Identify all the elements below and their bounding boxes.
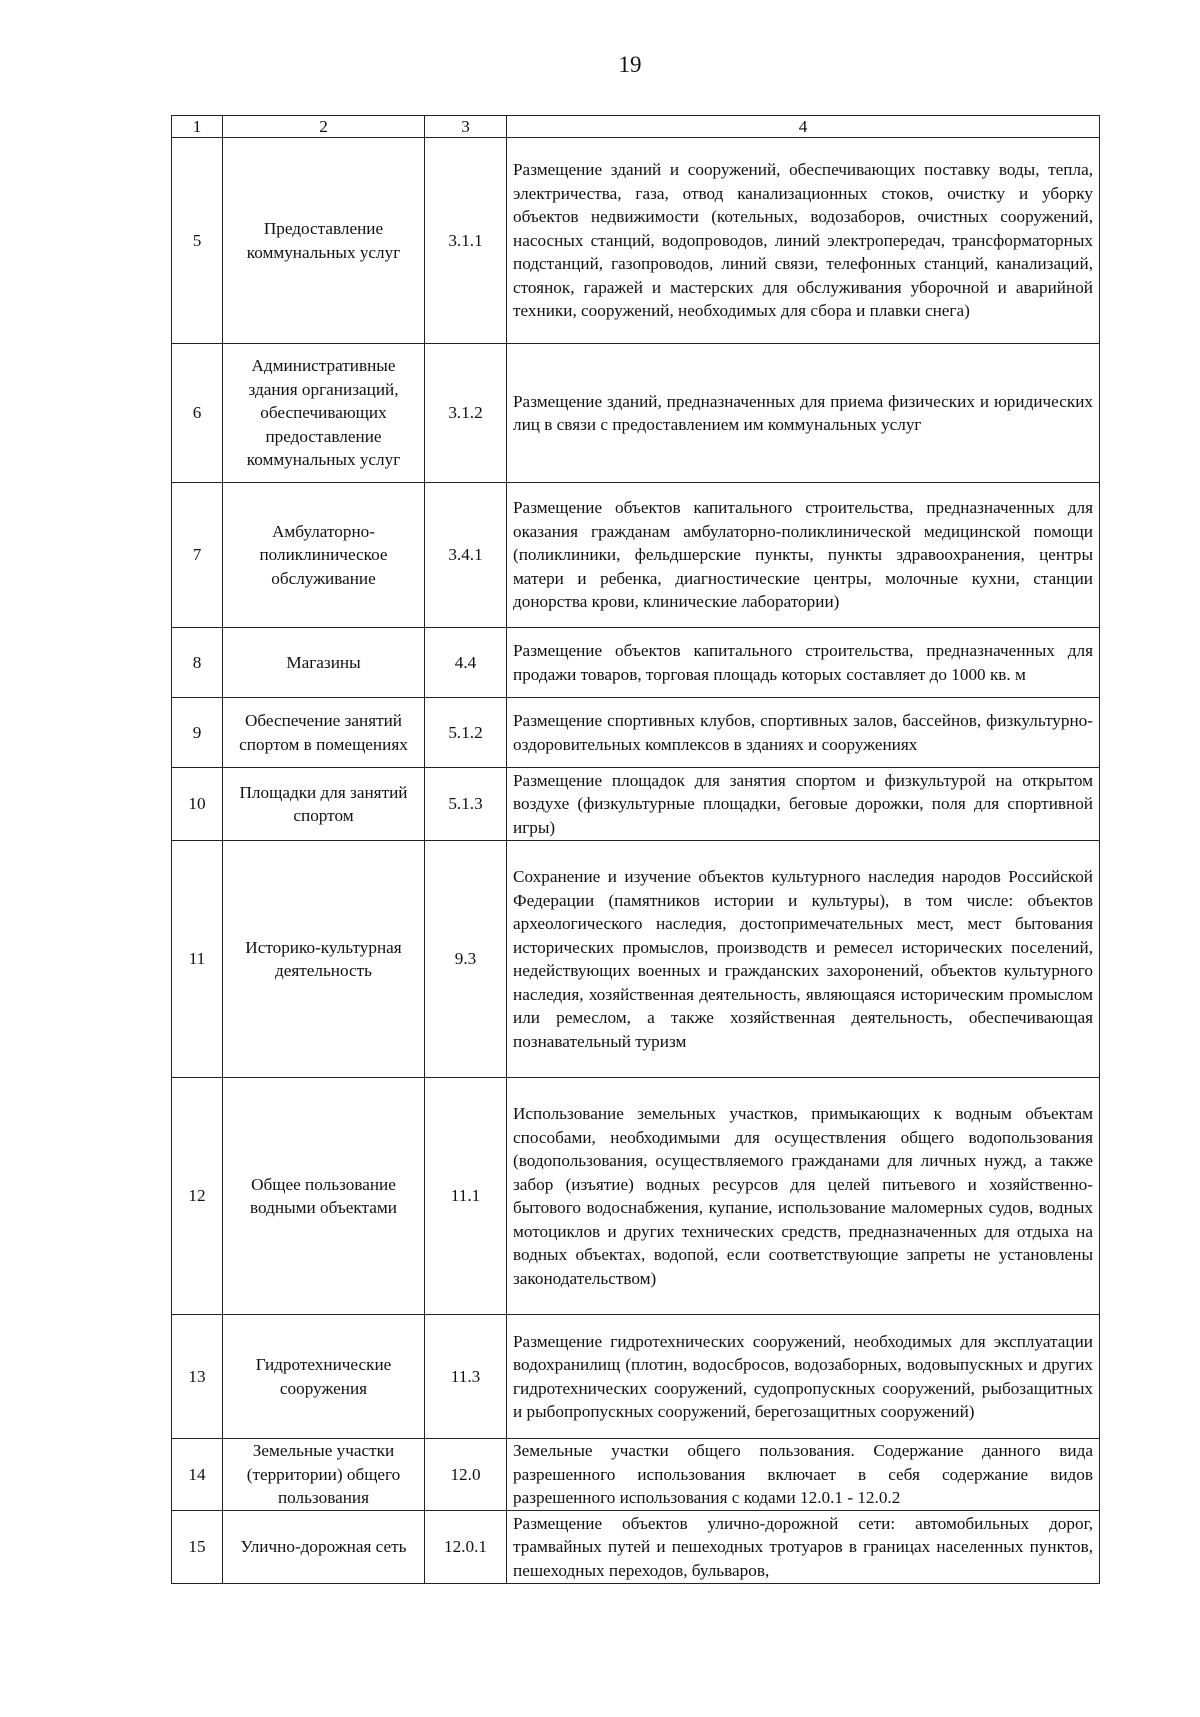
use-type-code: 11.1 — [425, 1078, 507, 1315]
use-type-name: Историко-культурная деятельность — [223, 841, 425, 1078]
row-number: 10 — [172, 768, 223, 841]
use-type-code: 12.0 — [425, 1439, 507, 1511]
table-row — [172, 344, 1100, 483]
row-number: 6 — [172, 344, 223, 483]
use-type-code: 12.0.1 — [425, 1511, 507, 1584]
use-type-description: Размещение гидротехнических сооружений, необходимых для эксплуатации водохранилищ (плотин, водосбросов, водозаборных, водовыпускных и других гидротехнических сооружений, судопропускных сооружений, рыбозащитных и рыбопропускных сооружений, берегозащитных сооружений) — [507, 1315, 1100, 1439]
table-row — [172, 1511, 1100, 1584]
use-type-name: Общее пользование водными объектами — [223, 1078, 425, 1315]
use-type-name: Земельные участки (территории) общего пользования — [223, 1439, 425, 1511]
table-header-row — [172, 116, 1100, 138]
use-type-name: Административные здания организаций, обеспечивающих предоставление коммунальных услуг — [223, 344, 425, 483]
use-type-name: Гидротехнические сооружения — [223, 1315, 425, 1439]
header-col-2: 2 — [223, 116, 425, 138]
table-row — [172, 698, 1100, 768]
use-type-description: Размещение зданий, предназначенных для приема физических и юридических лиц в связи с предоставлением им коммунальных услуг — [507, 344, 1100, 483]
table-row — [172, 138, 1100, 344]
use-type-name: Обеспечение занятий спортом в помещениях — [223, 698, 425, 768]
use-type-code: 3.1.1 — [425, 138, 507, 344]
use-type-code: 5.1.2 — [425, 698, 507, 768]
use-type-description: Размещение объектов капитального строительства, предназначенных для продажи товаров, торговая площадь которых составляет до 1000 кв. м — [507, 628, 1100, 698]
table-row — [172, 841, 1100, 1078]
use-type-name: Магазины — [223, 628, 425, 698]
header-col-1: 1 — [172, 116, 223, 138]
table-row — [172, 483, 1100, 628]
use-type-description: Размещение зданий и сооружений, обеспечивающих поставку воды, тепла, электричества, газа, отвод канализационных стоков, очистку и уборку объектов недвижимости (котельных, водозаборов, очистных сооружений, насосных станций, водопроводов, линий электропередач, трансформаторных подстанций, газопроводов, линий связи, телефонных станций, канализаций, стоянок, гаражей и мастерских для обслуживания уборочной и аварийной техники, сооружений, необходимых для сбора и плавки снега) — [507, 138, 1100, 344]
page-number: 19 — [618, 52, 642, 77]
use-type-description: Размещение спортивных клубов, спортивных залов, бассейнов, физкультурно-оздоровительных комплексов в зданиях и сооружениях — [507, 698, 1100, 768]
row-number: 5 — [172, 138, 223, 344]
use-type-description: Использование земельных участков, примыкающих к водным объектам способами, необходимыми для осуществления общего водопользования (водопользования, осуществляемого гражданами для личных нужд, а также забор (изъятие) водных ресурсов для целей питьевого и хозяйственно-бытового водоснабжения, купание, использование маломерных судов, водных мотоциклов и других технических средств, предназначенных для отдыха на водных объектах, водопой, если соответствующие запреты не установлены законодательством) — [507, 1078, 1100, 1315]
table-row — [172, 1315, 1100, 1439]
use-type-description: Земельные участки общего пользования. Содержание данного вида разрешенного использования включает в себя содержание видов разрешенного использования с кодами 12.0.1 - 12.0.2 — [507, 1439, 1100, 1511]
use-type-code: 9.3 — [425, 841, 507, 1078]
row-number: 12 — [172, 1078, 223, 1315]
row-number: 7 — [172, 483, 223, 628]
use-type-code: 3.1.2 — [425, 344, 507, 483]
table-row — [172, 768, 1100, 841]
use-type-code: 5.1.3 — [425, 768, 507, 841]
row-number: 9 — [172, 698, 223, 768]
use-type-name: Амбулаторно-поликлиническое обслуживание — [223, 483, 425, 628]
header-col-4: 4 — [507, 116, 1100, 138]
use-type-name: Предоставление коммунальных услуг — [223, 138, 425, 344]
use-type-code: 3.4.1 — [425, 483, 507, 628]
use-type-code: 4.4 — [425, 628, 507, 698]
table-row — [172, 1439, 1100, 1511]
row-number: 14 — [172, 1439, 223, 1511]
use-type-description: Размещение площадок для занятия спортом и физкультурой на открытом воздухе (физкультурные площадки, беговые дорожки, поля для спортивной игры) — [507, 768, 1100, 841]
header-col-3: 3 — [425, 116, 507, 138]
use-type-description: Сохранение и изучение объектов культурного наследия народов Российской Федерации (памятников истории и культуры), в том числе: объектов археологического наследия, достопримечательных мест, мест бытования исторических промыслов, производств и ремесел исторических поселений, недействующих военных и гражданских захоронений, объектов культурного наследия, хозяйственная деятельность, являющаяся историческим промыслом или ремеслом, а также хозяйственная деятельность, обеспечивающая познавательный туризм — [507, 841, 1100, 1078]
land-use-table — [171, 115, 1100, 1584]
row-number: 15 — [172, 1511, 223, 1584]
use-type-description: Размещение объектов капитального строительства, предназначенных для оказания гражданам амбулаторно-поликлинической медицинской помощи (поликлиники, фельдшерские пункты, пункты здравоохранения, центры матери и ребенка, диагностические центры, молочные кухни, станции донорства крови, клинические лаборатории) — [507, 483, 1100, 628]
row-number: 13 — [172, 1315, 223, 1439]
use-type-name: Улично-дорожная сеть — [223, 1511, 425, 1584]
table-row — [172, 628, 1100, 698]
table-row — [172, 1078, 1100, 1315]
use-type-code: 11.3 — [425, 1315, 507, 1439]
use-type-description: Размещение объектов улично-дорожной сети: автомобильных дорог, трамвайных путей и пешеходных тротуаров в границах населенных пунктов, пешеходных переходов, бульваров, — [507, 1511, 1100, 1584]
row-number: 8 — [172, 628, 223, 698]
use-type-name: Площадки для занятий спортом — [223, 768, 425, 841]
row-number: 11 — [172, 841, 223, 1078]
